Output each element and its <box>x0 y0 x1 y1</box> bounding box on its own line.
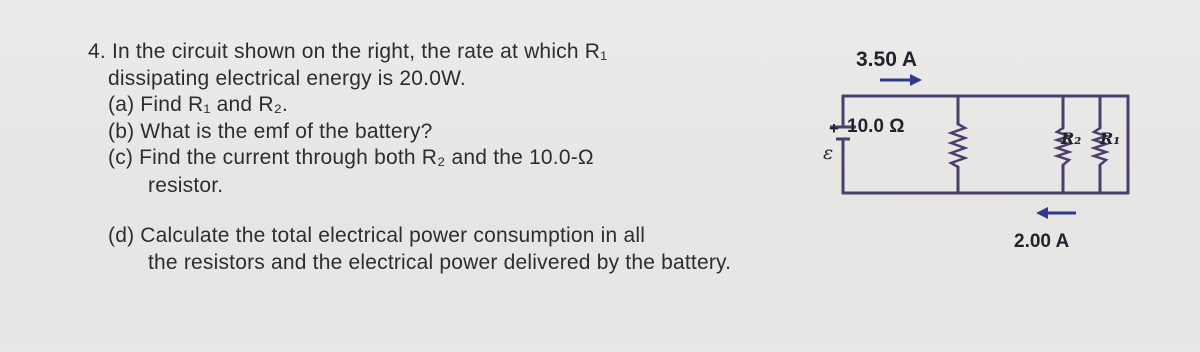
problem-line-2: dissipating electrical energy is 20.0W. <box>108 67 466 90</box>
part-c: (c) Find the current through both R₂ and the 10.0-Ω <box>108 146 594 169</box>
part-d: (d) Calculate the total electrical power consumption in all <box>108 224 646 247</box>
problem-line-1: 4. In the circuit shown on the right, the rate at which R₁ <box>88 40 608 63</box>
part-b: (b) What is the emf of the battery? <box>108 120 433 143</box>
resistor-10ohm-symbol <box>951 124 965 167</box>
part-c-continued: resistor. <box>148 174 224 197</box>
emf-label: ε <box>823 142 834 164</box>
current-arrow-bottom-head <box>1036 207 1048 219</box>
current-label-bottom: 2.00 A <box>1014 231 1070 252</box>
current-label-top: 3.50 A <box>856 48 918 71</box>
part-a: (a) Find R₁ and R₂. <box>108 93 289 116</box>
current-arrow-top-head <box>910 74 922 86</box>
r2-label: R₂ <box>1061 129 1082 148</box>
battery-plus-label: + <box>829 119 839 138</box>
resistor-10ohm-label: 10.0 Ω <box>847 116 905 137</box>
r1-label: R₁ <box>1100 129 1121 148</box>
part-d-continued: the resistors and the electrical power delivered by the battery. <box>148 251 732 274</box>
